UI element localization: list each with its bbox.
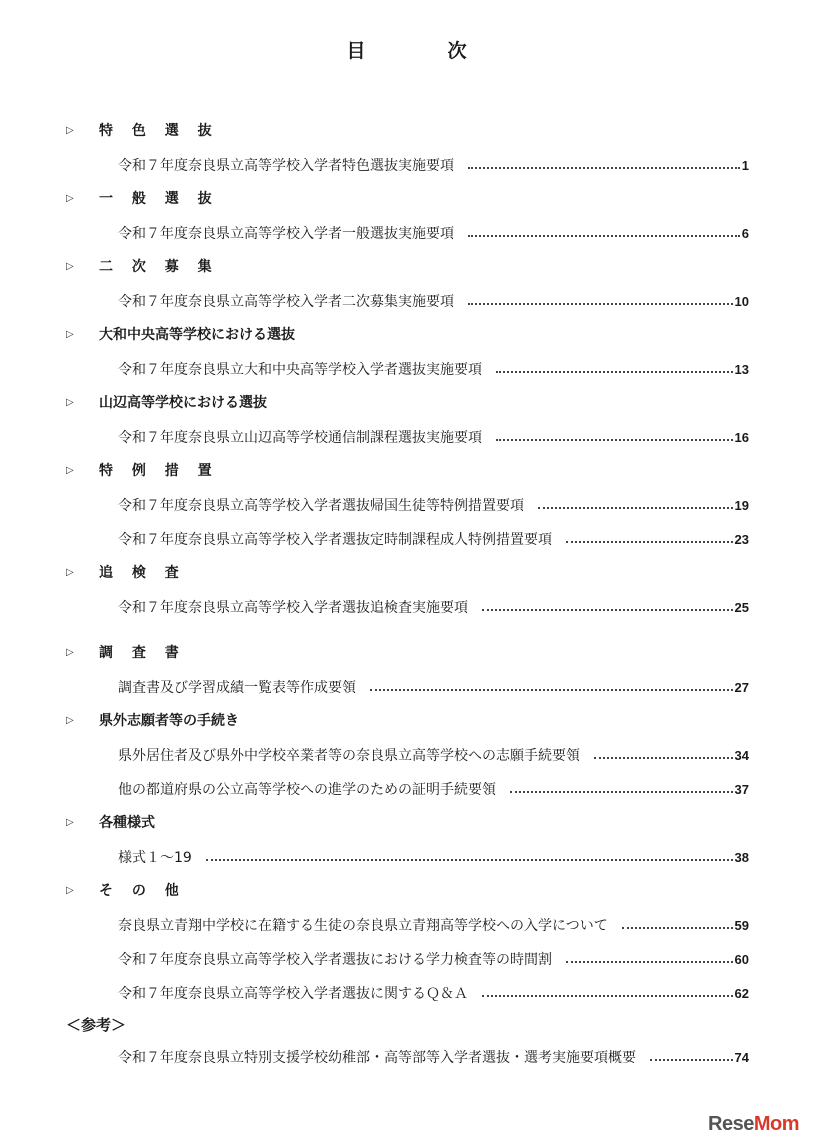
toc-section	[0, 874, 815, 1010]
dot-leader	[468, 303, 733, 305]
toc-entry[interactable]	[0, 942, 815, 976]
toc-entry[interactable]	[0, 590, 815, 624]
spacer	[0, 624, 815, 636]
toc-entry-title: 令和７年度奈良県立高等学校入学者選抜における学力検査等の時間割	[118, 952, 552, 968]
toc-entry[interactable]	[0, 908, 815, 942]
reference-heading: ＜参考＞	[66, 1016, 127, 1034]
dot-leader	[468, 235, 740, 237]
toc-entry-page: 74	[734, 1049, 749, 1065]
toc-entry-page: 59	[734, 917, 749, 933]
section-heading-row	[0, 454, 815, 488]
section-heading-row	[0, 386, 815, 420]
toc-entry[interactable]	[0, 488, 815, 522]
toc-entry-page: 27	[734, 679, 749, 695]
toc-entry-title: 様式１～19	[118, 850, 192, 866]
section-heading: 調 査 書	[99, 645, 186, 661]
dot-leader	[538, 507, 733, 509]
resemom-watermark-logo	[708, 1113, 799, 1136]
toc-entry-page: 60	[734, 951, 749, 967]
toc-entry-title: 調査書及び学習成績一覧表等作成要領	[118, 680, 356, 696]
toc-entry[interactable]	[0, 148, 815, 182]
section-heading: 県外志願者等の手続き	[99, 713, 239, 729]
dot-leader	[622, 927, 733, 929]
section-heading: 特 例 措 置	[99, 463, 219, 479]
toc-section	[0, 636, 815, 704]
page-title	[0, 36, 815, 63]
triangle-right-outline-icon: ▷	[66, 329, 74, 340]
toc-entry-title: 令和７年度奈良県立高等学校入学者特色選抜実施要項	[118, 158, 454, 174]
toc-entry-page: 13	[734, 361, 749, 377]
toc-section	[0, 454, 815, 556]
triangle-right-outline-icon: ▷	[66, 465, 74, 476]
triangle-right-outline-icon: ▷	[66, 647, 74, 658]
toc-entry[interactable]	[0, 216, 815, 250]
toc-entry-title: 令和７年度奈良県立高等学校入学者選抜定時制課程成人特例措置要項	[118, 532, 552, 548]
section-heading: 特 色 選 抜	[99, 123, 219, 139]
toc-entry-page: 38	[734, 849, 749, 865]
dot-leader	[566, 961, 733, 963]
toc-entry-title: 県外居住者及び県外中学校卒業者等の奈良県立高等学校への志願手続要領	[118, 748, 580, 764]
triangle-right-outline-icon: ▷	[66, 125, 74, 136]
triangle-right-outline-icon: ▷	[66, 817, 74, 828]
toc-entry-page: 25	[734, 599, 749, 615]
section-heading-row	[0, 250, 815, 284]
toc-entry[interactable]	[0, 522, 815, 556]
toc-entry-page: 62	[734, 985, 749, 1001]
table-of-contents	[0, 114, 815, 1074]
toc-entry-page: 23	[734, 531, 749, 547]
dot-leader	[650, 1059, 733, 1061]
watermark-text-a: Rese	[708, 1113, 754, 1135]
section-heading-row	[0, 704, 815, 738]
section-heading-row	[0, 874, 815, 908]
toc-entry-title: 令和７年度奈良県立特別支援学校幼稚部・高等部等入学者選抜・選考実施要項概要	[118, 1050, 636, 1066]
toc-entry-title: 令和７年度奈良県立大和中央高等学校入学者選抜実施要項	[118, 362, 482, 378]
toc-section	[0, 250, 815, 318]
dot-leader	[510, 791, 733, 793]
dot-leader	[566, 541, 733, 543]
toc-entry-title: 令和７年度奈良県立山辺高等学校通信制課程選抜実施要項	[118, 430, 482, 446]
triangle-right-outline-icon: ▷	[66, 397, 74, 408]
toc-entry[interactable]	[0, 976, 815, 1010]
dot-leader	[482, 609, 733, 611]
toc-section	[0, 386, 815, 454]
toc-entry[interactable]	[0, 420, 815, 454]
dot-leader	[496, 439, 733, 441]
toc-entry-title: 令和７年度奈良県立高等学校入学者選抜に関するＱ＆Ａ	[118, 986, 468, 1002]
section-heading-row	[0, 182, 815, 216]
dot-leader	[482, 995, 733, 997]
toc-section	[0, 704, 815, 806]
section-heading: 追 検 査	[99, 565, 186, 581]
toc-section	[0, 556, 815, 624]
toc-entry-page: 1	[741, 157, 749, 173]
toc-entry-page: 6	[741, 225, 749, 241]
page-title-left: 目	[346, 40, 368, 62]
toc-entry-page: 34	[734, 747, 749, 763]
toc-entry-title: 令和７年度奈良県立高等学校入学者選抜追検査実施要項	[118, 600, 468, 616]
toc-entry-page: 37	[734, 781, 749, 797]
section-heading-row	[0, 806, 815, 840]
toc-entry-title: 他の都道府県の公立高等学校への進学のための証明手続要領	[118, 782, 496, 798]
page-title-right: 次	[447, 40, 469, 62]
section-heading: 大和中央高等学校における選抜	[99, 327, 295, 343]
dot-leader	[370, 689, 733, 691]
toc-entry-title: 令和７年度奈良県立高等学校入学者選抜帰国生徒等特例措置要項	[118, 498, 524, 514]
watermark-text-b: Mom	[753, 1113, 799, 1135]
toc-entry[interactable]	[0, 284, 815, 318]
toc-entry[interactable]	[0, 1040, 815, 1074]
section-heading-row	[0, 556, 815, 590]
section-heading: そ の 他	[99, 883, 186, 899]
toc-entry-page: 16	[734, 429, 749, 445]
triangle-right-outline-icon: ▷	[66, 193, 74, 204]
toc-entry[interactable]	[0, 738, 815, 772]
toc-entry[interactable]	[0, 352, 815, 386]
triangle-right-outline-icon: ▷	[66, 715, 74, 726]
dot-leader	[468, 167, 740, 169]
toc-entry[interactable]	[0, 670, 815, 704]
dot-leader	[594, 757, 733, 759]
toc-entry-title: 令和７年度奈良県立高等学校入学者二次募集実施要項	[118, 294, 454, 310]
toc-entry[interactable]	[0, 840, 815, 874]
dot-leader	[496, 371, 733, 373]
section-heading-row	[0, 318, 815, 352]
toc-entry-page: 10	[734, 293, 749, 309]
toc-section	[0, 318, 815, 386]
toc-entry[interactable]	[0, 772, 815, 806]
reference-section	[0, 1010, 815, 1074]
triangle-right-outline-icon: ▷	[66, 885, 74, 896]
triangle-right-outline-icon: ▷	[66, 567, 74, 578]
toc-entry-page: 19	[734, 497, 749, 513]
section-heading: 二 次 募 集	[99, 259, 219, 275]
section-heading-row	[0, 636, 815, 670]
toc-section	[0, 182, 815, 250]
toc-entry-title: 奈良県立青翔中学校に在籍する生徒の奈良県立青翔高等学校への入学について	[118, 918, 608, 934]
triangle-right-outline-icon: ▷	[66, 261, 74, 272]
toc-section	[0, 806, 815, 874]
section-heading: 山辺高等学校における選抜	[99, 395, 267, 411]
dot-leader	[206, 859, 733, 861]
toc-entry-title: 令和７年度奈良県立高等学校入学者一般選抜実施要項	[118, 226, 454, 242]
toc-section	[0, 114, 815, 182]
section-heading: 一 般 選 抜	[99, 191, 219, 207]
section-heading: 各種様式	[99, 815, 155, 831]
section-heading-row	[0, 114, 815, 148]
